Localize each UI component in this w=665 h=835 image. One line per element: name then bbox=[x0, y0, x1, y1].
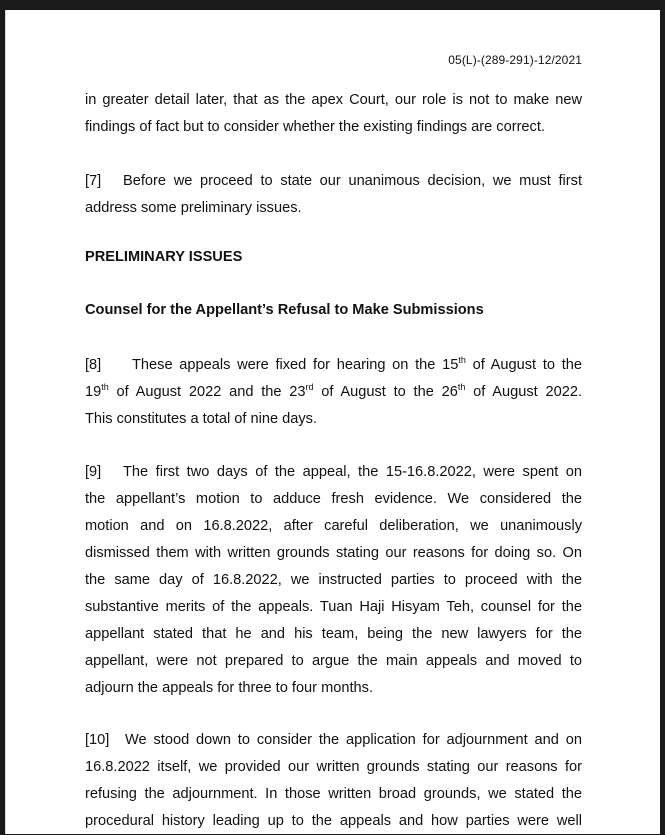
ordinal-suffix: th bbox=[458, 355, 466, 366]
paragraph-number: [8] bbox=[85, 357, 102, 373]
paragraph-line bbox=[85, 168, 582, 195]
document-page bbox=[5, 10, 660, 834]
paragraph-7 bbox=[85, 168, 582, 222]
paragraph-line: the appellant’s motion to adduce fresh evidence. We considered the bbox=[85, 491, 582, 507]
document-reference-number: 05(L)-(289-291)-12/2021 bbox=[448, 53, 582, 67]
paragraph-continued bbox=[85, 87, 582, 141]
paragraph-line: appellant stated that he and his team, being the new lawyers for the bbox=[85, 626, 582, 642]
paragraph-number: [9] bbox=[85, 464, 102, 480]
paragraph-line bbox=[85, 379, 582, 406]
paragraph-line: appellant, were not prepared to argue the main appeals and moved to bbox=[85, 653, 582, 669]
paragraph-text: We stood down to consider the application for adjournment and on bbox=[125, 732, 582, 748]
paragraph-line bbox=[85, 352, 582, 379]
paragraph-line: dismissed them with written grounds stating our reasons for doing so. On bbox=[85, 545, 582, 561]
paragraph-text: of August 2022 and the 23 bbox=[108, 384, 306, 400]
paragraph-line: refusing the adjournment. In those written broad grounds, we stated the bbox=[85, 786, 582, 802]
paragraph-line: motion and on 16.8.2022, after careful deliberation, we unanimously bbox=[85, 518, 582, 534]
paragraph-line bbox=[85, 727, 582, 754]
paragraph-number: [7] bbox=[85, 173, 102, 189]
paragraph-line: substantive merits of the appeals. Tuan Haji Hisyam Teh, counsel for the bbox=[85, 599, 582, 615]
paragraph-text: The first two days of the appeal, the 15-16.8.2022, were spent on bbox=[123, 464, 582, 480]
paragraph-line: This constitutes a total of nine days. bbox=[85, 411, 318, 427]
paragraph-line: procedural history leading up to the appeals and how parties were well bbox=[85, 813, 582, 829]
paragraph-line bbox=[85, 459, 582, 486]
ordinal-suffix: th bbox=[101, 382, 109, 393]
paragraph-line: in greater detail later, that as the apex Court, our role is not to make new bbox=[85, 92, 582, 108]
paragraph-9 bbox=[85, 459, 582, 702]
section-heading: PRELIMINARY ISSUES bbox=[85, 249, 243, 265]
paragraph-line: the same day of 16.8.2022, we instructed parties to proceed with the bbox=[85, 572, 582, 588]
paragraph-10 bbox=[85, 727, 582, 835]
paragraph-text: 19 bbox=[85, 384, 102, 400]
paragraph-8 bbox=[85, 352, 582, 433]
paragraph-line: address some preliminary issues. bbox=[85, 200, 302, 216]
paragraph-text: of August 2022. bbox=[465, 384, 583, 400]
paragraph-text: of August to the 26 bbox=[313, 384, 458, 400]
paragraph-text: Before we proceed to state our unanimous decision, we must first bbox=[123, 173, 582, 189]
ordinal-suffix: th bbox=[457, 382, 466, 393]
paragraph-text: These appeals were fixed for hearing on the 15 bbox=[132, 357, 459, 373]
ordinal-suffix: rd bbox=[305, 382, 314, 393]
paragraph-line: 16.8.2022 itself, we provided our written grounds stating our reasons for bbox=[85, 759, 582, 775]
paragraph-text: of August to the bbox=[465, 357, 583, 373]
section-subheading: Counsel for the Appellant’s Refusal to Make Submissions bbox=[85, 302, 484, 318]
paragraph-line: adjourn the appeals for three to four months. bbox=[85, 680, 373, 696]
paragraph-line: findings of fact but to consider whether the existing findings are correct. bbox=[85, 119, 545, 135]
paragraph-number: [10] bbox=[85, 732, 110, 748]
